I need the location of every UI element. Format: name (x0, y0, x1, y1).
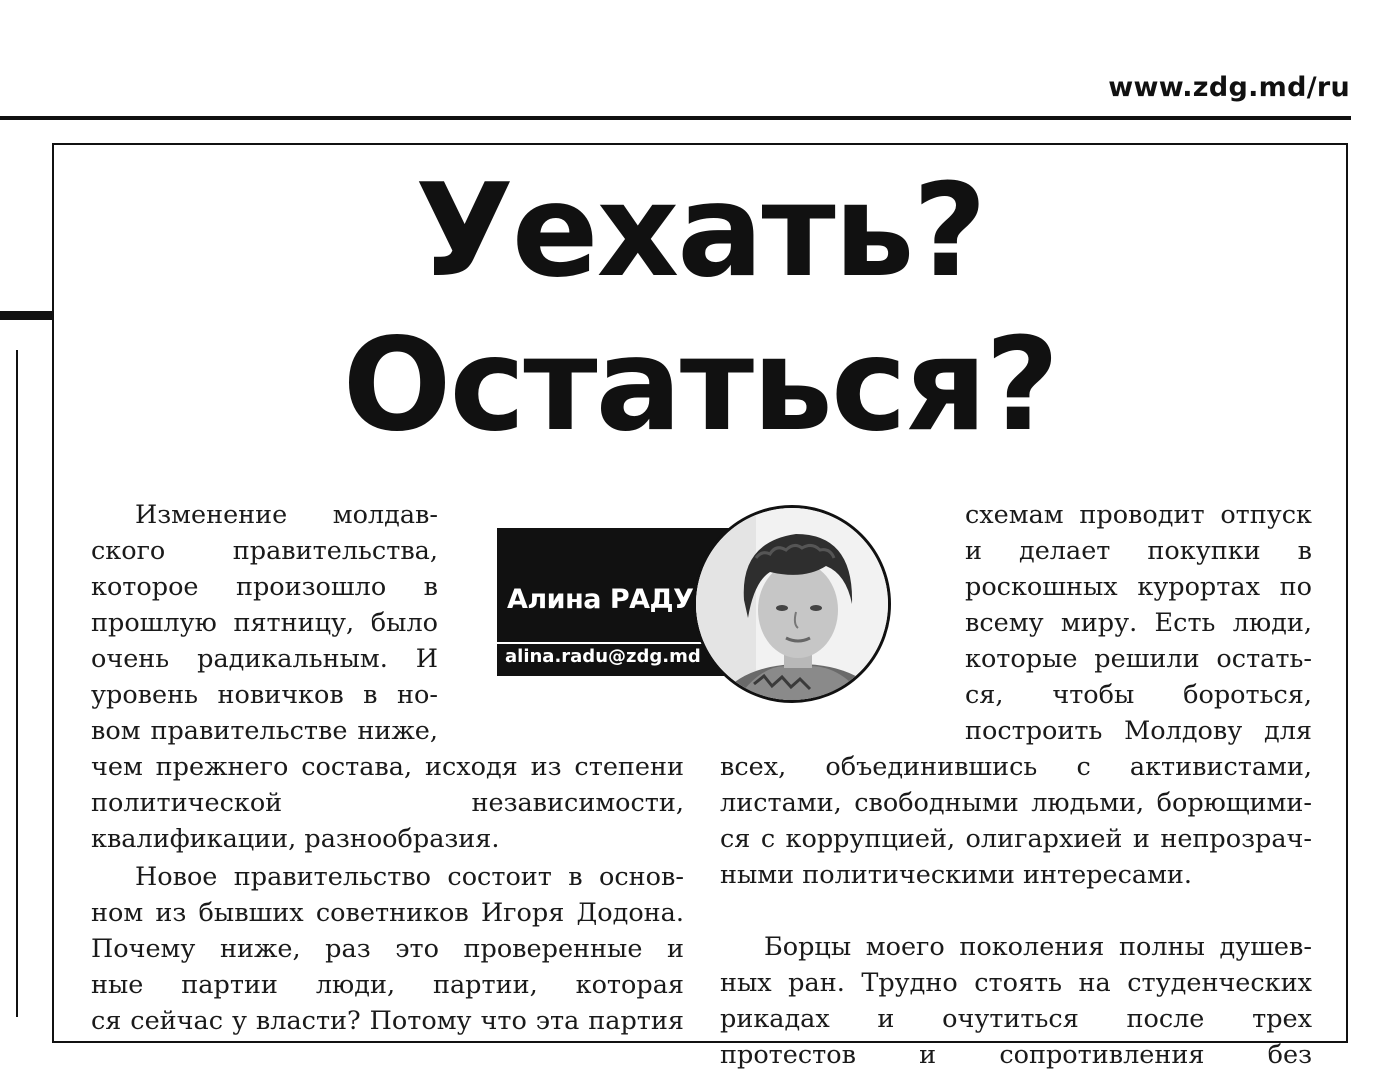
text-line: ные партии люди, партии, которая (91, 970, 684, 1000)
header-rule (0, 116, 1351, 120)
text-line: вом правительстве ниже, (91, 716, 438, 746)
text-line: Почему ниже, раз это проверенные и (91, 934, 684, 964)
paragraph-gap (720, 893, 1312, 929)
site-url[interactable]: www.zdg.md/ru (1108, 72, 1350, 103)
text-line: которое произошло в (91, 572, 438, 602)
left-column-rule (16, 350, 18, 1017)
text-line: схемам проводит отпуск (965, 500, 1312, 530)
text-line: чем прежнего состава, исходя из степени (91, 752, 684, 782)
article-column-2-bottom (720, 749, 1312, 1073)
headline-line-1: Уехать? (415, 157, 985, 306)
text-line: ном из бывших советников Игоря Додона. (91, 898, 684, 928)
text-line: ных ран. Трудно стоять на студенческих (720, 968, 1312, 998)
text-line: построить Молдову для (965, 716, 1312, 746)
headline-line-2: Остаться? (342, 311, 1058, 460)
article-column-2-top (965, 497, 1312, 749)
text-line: квалификации, разнообразия. (91, 824, 500, 854)
text-line: листами, свободными людьми, борющими- (720, 788, 1312, 818)
author-photo (693, 505, 891, 703)
article-column-1-bottom (91, 749, 684, 1039)
text-line: и делает покупки в (965, 536, 1312, 566)
text-line: прошлую пятницу, было (91, 608, 438, 638)
text-line: ского правительства, (91, 536, 438, 566)
text-line: роскошных курортах по (965, 572, 1312, 602)
left-column-marker (0, 311, 52, 320)
article-column-1-top (91, 497, 438, 749)
text-line: Борцы моего поколения полны душев- (764, 932, 1312, 962)
text-line: политической независимости, (91, 788, 684, 818)
text-line: ными политическими интересами. (720, 860, 1192, 890)
text-line: ся, чтобы бороться, (965, 680, 1312, 710)
text-line: всему миру. Есть люди, (965, 608, 1312, 638)
text-line: ся сейчас у власти? Потому что эта партия (91, 1006, 684, 1036)
text-line: протестов и сопротивления без (720, 1040, 1312, 1070)
text-line: Изменение молдав- (135, 500, 438, 530)
text-line: всех, объединившись с активистами, (720, 752, 1312, 782)
text-line: Новое правительство состоит в основ- (135, 862, 684, 892)
text-line: рикадах и очутиться после трех (720, 1004, 1312, 1034)
text-line: которые решили остать- (965, 644, 1312, 674)
text-line: очень радикальным. И (91, 644, 438, 674)
author-name: Алина РАДУ (507, 584, 694, 615)
author-email-link[interactable]: alina.radu@zdg.md (505, 646, 701, 667)
text-line: уровень новичков в но- (91, 680, 438, 710)
author-portrait-image (696, 508, 888, 700)
text-line: ся с коррупцией, олигархией и непрозрач- (720, 824, 1312, 854)
